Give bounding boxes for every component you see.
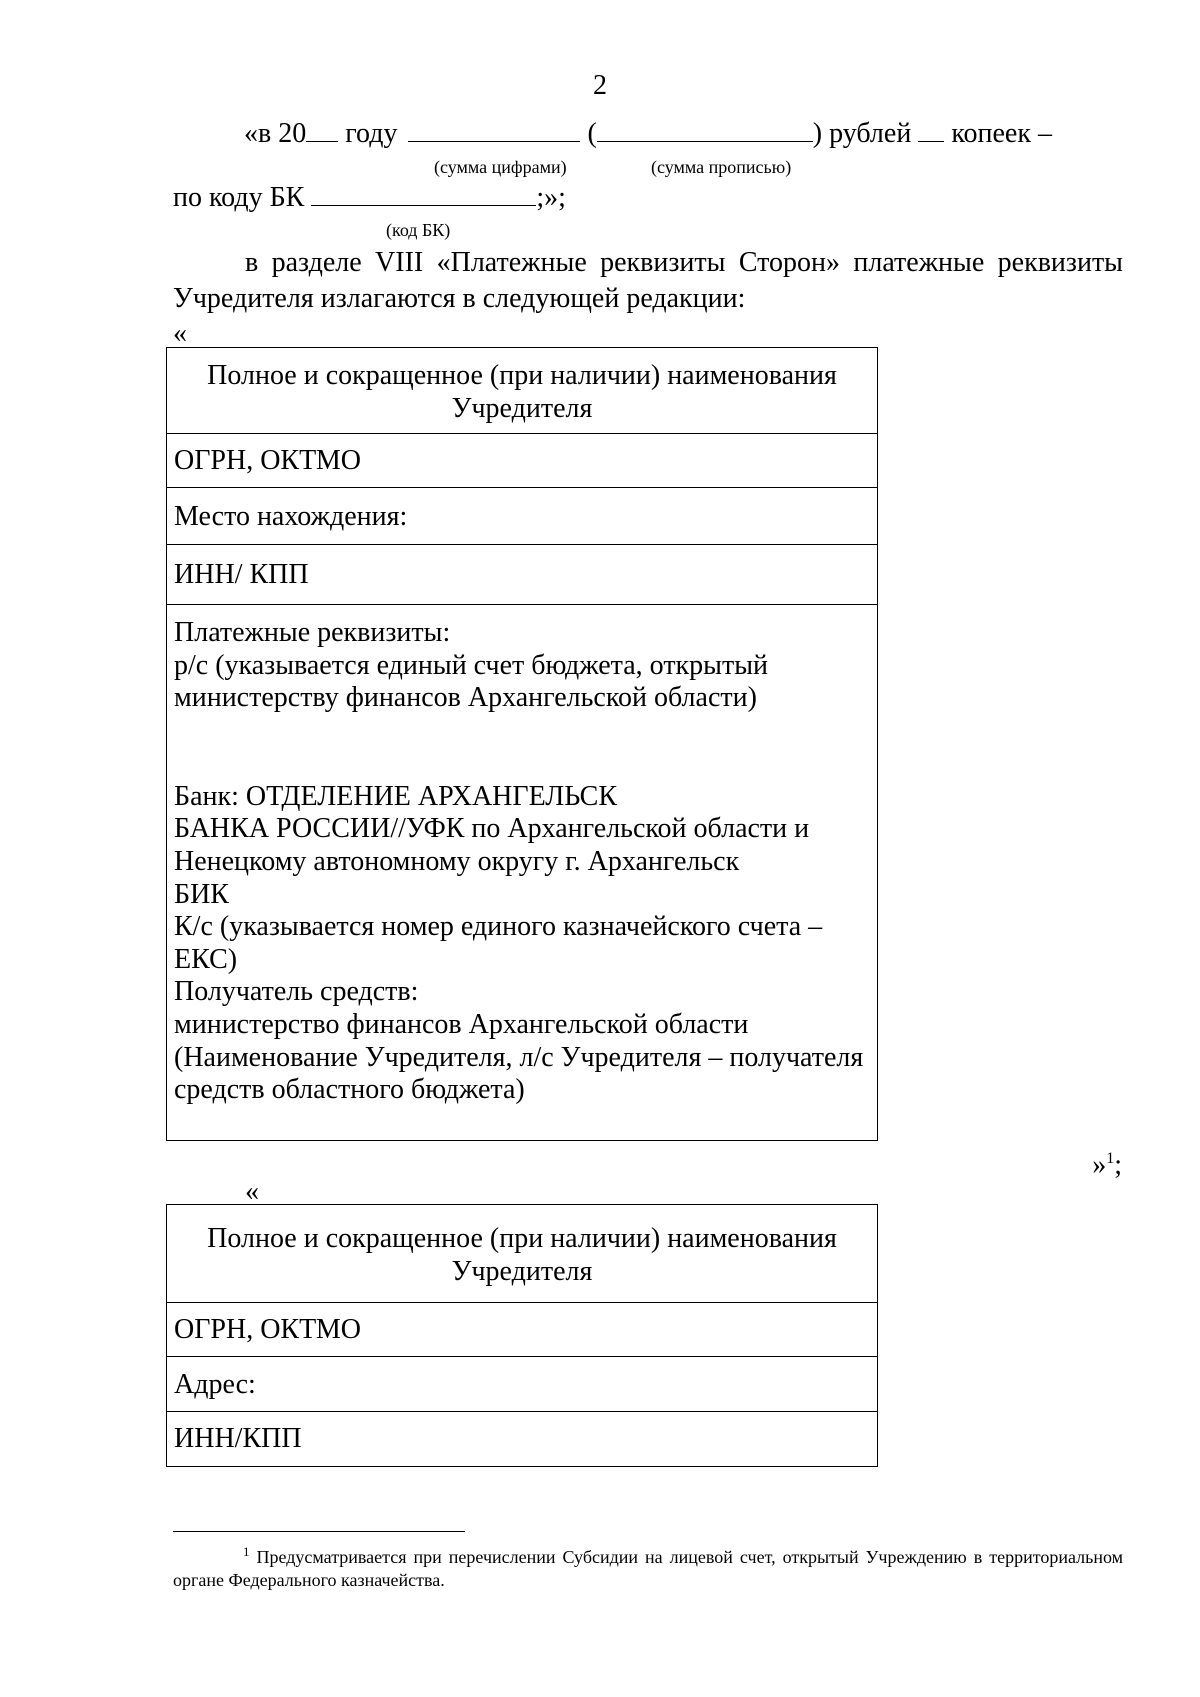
footnote xyxy=(173,1540,1123,1592)
hint-sum-digits: (сумма цифрами) xyxy=(434,157,567,177)
sum-words-blank xyxy=(597,117,813,142)
table1-ogrn-cell: ОГРН, ОКТМО xyxy=(167,434,877,488)
footnote-text: Предусматривается при перечислении Субсидии на лицевой счет, открытый Учреждению в территориальном органе Федерального казначейства. xyxy=(173,1547,1124,1590)
table2-ogrn-cell: ОГРН, ОКТМО xyxy=(167,1303,877,1357)
spacer xyxy=(174,715,870,781)
correspondent-account: К/с (указывается номер единого казначейского счета – ЕКС) xyxy=(174,911,823,975)
kopecks-blank xyxy=(918,117,944,142)
recipient-line-2: (Наименование Учредителя, л/с Учредителя – получателя средств областного бюджета) xyxy=(174,1041,864,1106)
table1-location-cell: Место нахождения: xyxy=(167,488,877,545)
table1-header: Полное и сокращенное (при наличии) наименования Учредителя xyxy=(167,348,877,434)
quote-close xyxy=(1092,1143,1122,1181)
year-word: году xyxy=(345,118,398,149)
footnote-mark: 1 xyxy=(243,1544,250,1559)
requisites-table-2 xyxy=(166,1204,878,1467)
quote-open-1: « xyxy=(173,318,187,349)
quote-close-mark: » xyxy=(1092,1149,1107,1181)
sum-digits-blank xyxy=(408,117,580,142)
table2-header: Полное и сокращенное (при наличии) наименования Учредителя xyxy=(167,1205,877,1303)
footnote-separator xyxy=(173,1531,465,1532)
bank-line-1: Банк: ОТДЕЛЕНИЕ АРХАНГЕЛЬСК xyxy=(174,780,618,812)
table2-inn-cell: ИНН/КПП xyxy=(174,1423,302,1454)
kopecks-text: копеек – xyxy=(951,118,1052,149)
payment-label: Платежные реквизиты: xyxy=(174,617,451,648)
account-text: р/с (указывается единый счет бюджета, открытый министерству финансов Архангельской области) xyxy=(174,649,769,714)
hint-sum-words: (сумма прописью) xyxy=(651,157,792,177)
rubles-text: ) рублей xyxy=(812,118,912,149)
table1-payment-cell xyxy=(167,605,877,1140)
year-blank xyxy=(306,117,338,142)
requisites-table-1 xyxy=(166,347,878,1141)
open-paren: ( xyxy=(587,118,597,149)
bk-code-prefix: по коду БК xyxy=(173,182,305,213)
amount-line-prefix: «в 20 xyxy=(244,118,307,149)
bik-label: БИК xyxy=(174,878,229,910)
footnote-ref: 1 xyxy=(1106,1150,1115,1167)
table1-inn-cell: ИНН/ КПП xyxy=(167,545,877,605)
amount-line xyxy=(244,117,1052,150)
bank-line-2: БАНКА РОССИИ//УФК по Архангельской области и Ненецкому автономному округу г. Архангельск xyxy=(174,813,810,877)
quote-close-tail: ; xyxy=(1114,1149,1122,1181)
intro-paragraph: в разделе VIII «Платежные реквизиты Сторон» платежные реквизиты Учредителя излагаются в следующей редакции: xyxy=(173,247,1123,314)
hint-bk-code: (код БК) xyxy=(386,220,451,240)
bk-code-blank xyxy=(311,181,536,206)
page-number: 2 xyxy=(593,70,607,101)
table2-address-cell: Адрес: xyxy=(167,1357,877,1412)
bk-code-line xyxy=(173,181,566,214)
bk-code-suffix: ;»; xyxy=(536,182,566,213)
recipient-label: Получатель средств: xyxy=(174,976,419,1008)
quote-open-2: « xyxy=(245,1176,259,1207)
recipient-line-1: министерство финансов Архангельской области xyxy=(174,1008,749,1040)
